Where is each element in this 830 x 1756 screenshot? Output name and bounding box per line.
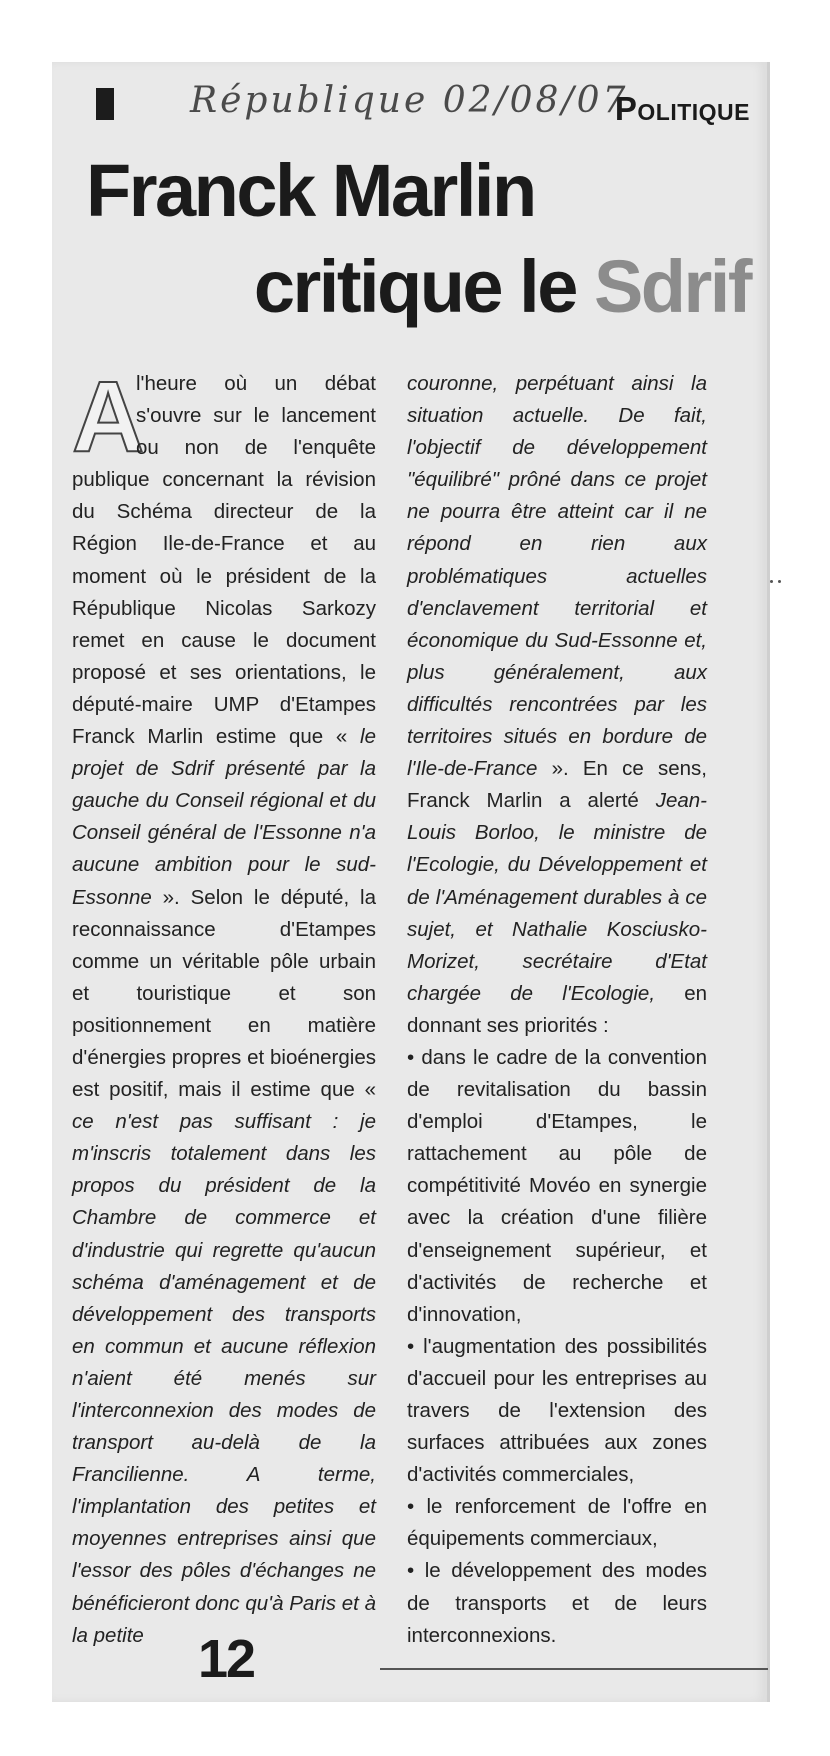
footer-rule — [380, 1668, 768, 1670]
article-column-1 — [72, 361, 376, 1652]
bullet-text: dans le cadre de la convention de revitalisation du bassin d'emploi d'Etampes, le rattachement au pôle de compétitivité Movéo en synergie avec la création d'une filière d'enseignement supérieur, et d'activités de recherche et d'innovation, — [407, 1045, 707, 1326]
col1-quote-1: le projet de Sdrif présenté par la gauche du Conseil régional et du Conseil général de l'Essonne n'a aucune ambition pour le sud-Essonne — [72, 725, 376, 909]
drop-cap: A — [72, 361, 145, 473]
speck-mark — [770, 580, 773, 583]
bullet-item — [407, 1331, 707, 1491]
page-number: 12 — [198, 1629, 255, 1689]
headline-highlight: Sdrif — [593, 245, 750, 328]
bullet-icon: • — [407, 1559, 415, 1583]
bullet-icon: • — [407, 1334, 415, 1358]
col2-quote-2: Jean-Louis Borloo, le ministre de l'Ecologie, du Développement et de l'Aménagement durables à ce sujet, et Nathalie Kosciusko-Morizet, secrétaire d'Etat chargée de l'Ecologie, — [407, 789, 707, 1005]
speck-mark — [778, 580, 781, 583]
headline-line-2 — [253, 245, 750, 328]
bullet-item — [407, 1555, 707, 1651]
col2-text-2: en donnant ses priorités : — [407, 981, 708, 1037]
bullet-item — [407, 1042, 707, 1331]
bullet-icon: • — [407, 1045, 415, 1069]
col1-text-2: ». Selon le député, la reconnaissance d'Etampes comme un véritable pôle urbain et touristique et son positionnement en matière d'énergies propres et bioénergies est positif, mais il estime que « — [72, 885, 376, 1102]
bullet-text: le renforcement de l'offre en équipements commerciaux, — [407, 1495, 707, 1551]
bullet-text: l'augmentation des possibilités d'accueil pour les entreprises au travers de l'extension des surfaces attribuées aux zones d'activités commerciales, — [407, 1334, 707, 1487]
col2-text-1: ». En ce sens, Franck Marlin a alerté — [407, 757, 707, 813]
col1-quote-2: ce n'est pas suffisant : je m'inscris totalement dans les propos du président de la Chambre de commerce et d'industrie qui regrette qu'aucun schéma d'aménagement et de développement des transports en commun et aucune réflexion n'aient été menés sur l'interconnexion des modes de transport au-delà de la Francilienne. A terme, l'implantation des petites et moyennes entreprises ainsi que l'essor des pôles d'échanges ne bénéficieront donc qu'à Paris et à la petite — [72, 1110, 376, 1647]
bullet-icon: • — [407, 1495, 415, 1519]
col2-intro — [407, 368, 707, 1042]
headline-prefix: critique le — [253, 245, 576, 328]
section-rubric: Politique — [614, 90, 750, 127]
bullet-item — [407, 1491, 707, 1555]
col1-text-1: l'heure où un débat s'ouvre sur le lancement ou non de l'enquête publique concernant la révision du Schéma directeur de la Région Ile-de-France et au moment où le président de la République Nicolas Sarkozy remet en cause le document proposé et ses orientations, le député-maire UMP d'Etampes Franck Marlin estime que « — [72, 372, 376, 749]
headline-line-1: Franck Marlin — [86, 149, 535, 232]
handwritten-source-note: République 02/08/07 — [190, 80, 629, 121]
article-column-2 — [407, 368, 707, 1652]
section-marker-square — [96, 88, 114, 120]
col2-quote-1: couronne, perpétuant ainsi la situation actuelle. De fait, l'objectif de développement "équilibré" prôné dans ce projet ne pourra être atteint car il ne répond en rien aux problématiques actuelles d'enclavement territorial et économique du Sud-Essonne et, plus généralement, aux difficultés rencontrées par les territoires situés en bordure de l'Ile-de-France — [407, 372, 707, 781]
bullet-text: le développement des modes de transports et de leurs interconnexions. — [407, 1559, 708, 1647]
